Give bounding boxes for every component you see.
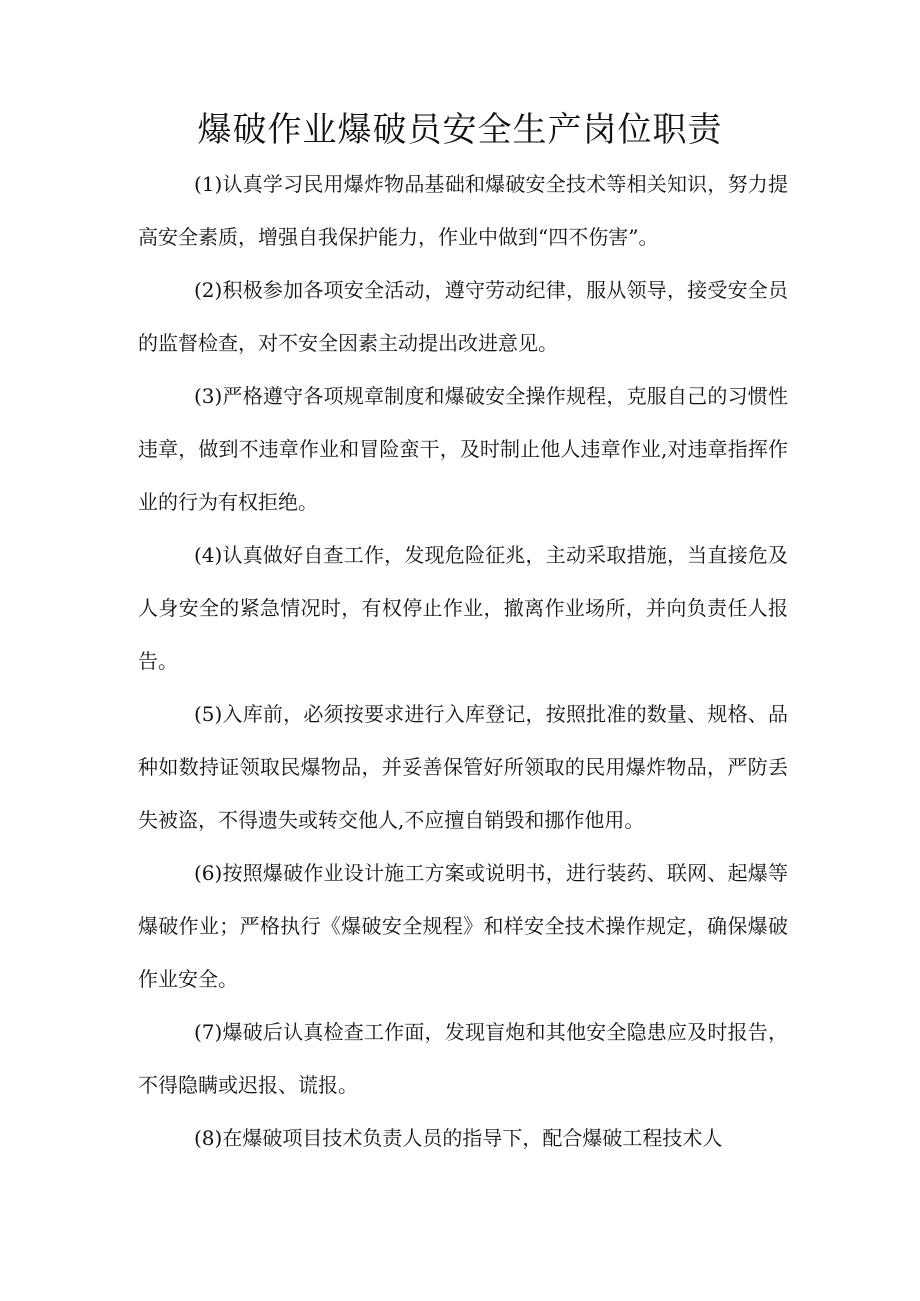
paragraph-8: (8)在爆破项目技术负责人员的指导下，配合爆破工程技术人 [194, 1126, 723, 1150]
paragraph-7: (7)爆破后认真检查工作面，发现盲炮和其他安全隐患应及时报告，不得隐瞒或迟报、谎报。 [138, 1020, 788, 1097]
document-body [138, 158, 788, 1165]
paragraph-6: (6)按照爆破作业设计施工方案或说明书，进行装药、联网、起爆等爆破作业；严格执行《爆破安全规程》和样安全技术操作规定，确保爆破作业安全。 [138, 861, 788, 991]
paragraph-5: (5)入库前，必须按要求进行入库登记，按照批准的数量、规格、品种如数持证领取民爆物品，并妥善保管好所领取的民用爆炸物品，严防丢失被盗，不得遗失或转交他人,不应擅自销毁和挪作他用。 [138, 702, 788, 832]
paragraph-4: (4)认真做好自查工作，发现危险征兆，主动采取措施，当直接危及人身安全的紧急情况时，有权停止作业，撤离作业场所，并向负责任人报告。 [138, 543, 788, 673]
document-title: 爆破作业爆破员安全生产岗位职责 [197, 110, 723, 150]
paragraph-3: (3)严格遵守各项规章制度和爆破安全操作规程，克服自己的习惯性违章，做到不违章作业和冒险蛮干，及时制止他人违章作业,对违章指挥作业的行为有权拒绝。 [138, 384, 788, 514]
paragraph-1: (1)认真学习民用爆炸物品基础和爆破安全技术等相关知识，努力提高安全素质，增强自我保护能力，作业中做到“四不伤害”。 [138, 172, 788, 249]
paragraph-2: (2)积极参加各项安全活动，遵守劳动纪律，服从领导，接受安全员的监督检查，对不安全因素主动提出改进意见。 [138, 278, 788, 355]
